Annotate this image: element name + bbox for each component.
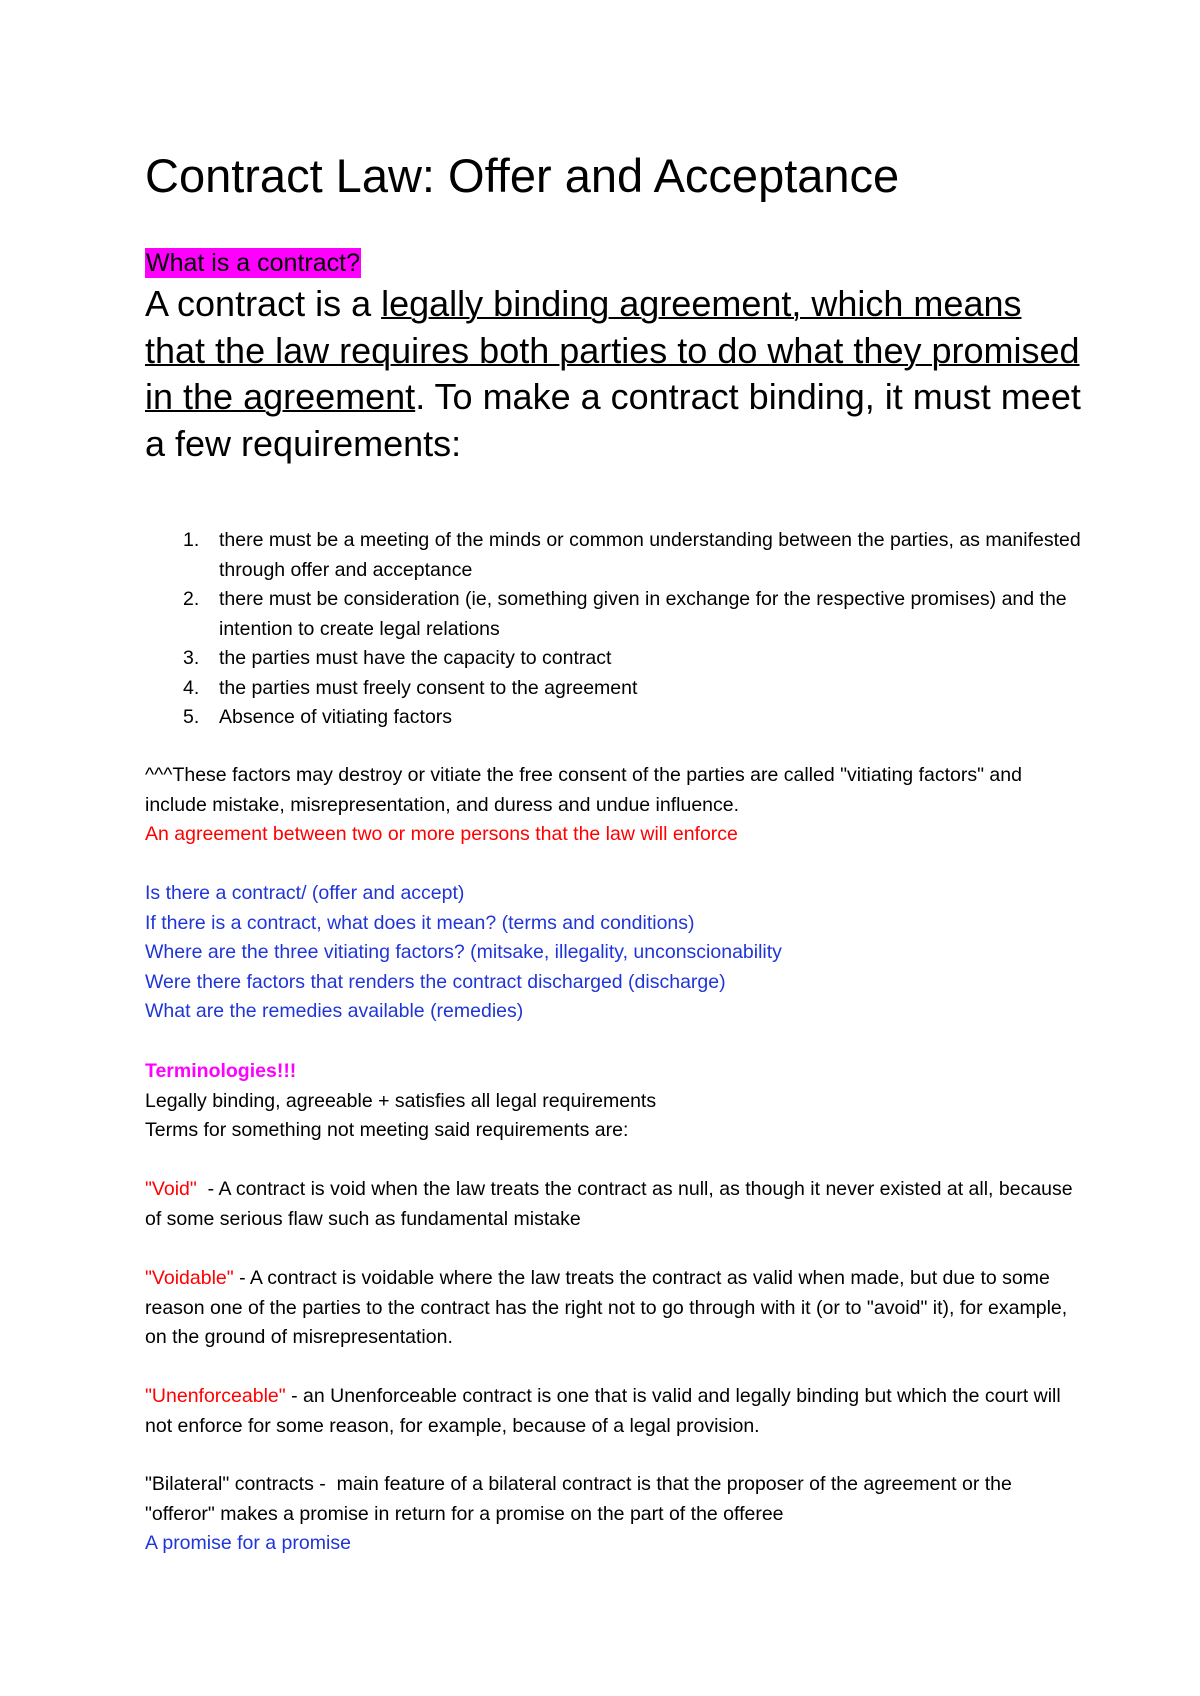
requirements-list [145,526,1085,733]
vitiating-note: ^^^These factors may destroy or vitiate the free consent of the parties are called "vitiating factors" and include mistake, misrepresentation, and duress and undue influence. [145,764,1022,816]
list-item-text: there must be consideration (ie, something given in exchange for the respective promises) and the intention to create legal relations [219,588,1067,640]
intro-paragraph [145,281,1085,467]
term-unenforceable [145,1382,1085,1441]
intro-underlined: legally binding agreement, which means that the law requires both parties to do what they promised in the agreement [145,283,1080,417]
terminologies-heading: Terminologies!!! [145,1060,297,1082]
question-line: Is there a contract/ (offer and accept) [145,882,465,904]
definition-text: An agreement between two or more persons that the law will enforce [145,823,738,845]
term-description: - A contract is voidable where the law treats the contract as valid when made, but due to some reason one of the parties to the contract has the right not to go through with it (or to "avoid" it), for example, on the ground of misrepresentation. [145,1267,1068,1348]
page-title: Contract Law: Offer and Acceptance [145,149,900,202]
list-item-text: the parties must have the capacity to contract [219,647,612,669]
list-number: 3. [183,647,200,669]
list-number: 2. [183,588,200,610]
terminologies-section [145,1057,1085,1146]
term-void [145,1175,1085,1234]
term-label: "Voidable" [145,1267,234,1289]
intro-lead: A contract is a [145,283,382,324]
list-item [145,674,1085,704]
question-line: If there is a contract, what does it mean? (terms and conditions) [145,911,695,934]
list-item [145,585,1085,644]
term-voidable [145,1264,1085,1353]
list-item [145,644,1085,674]
question-line: What are the remedies available (remedies) [145,1000,524,1022]
list-item-text: the parties must freely consent to the agreement [219,676,638,699]
term-description: - A contract is void when the law treats the contract as null, as though it never existed at all, because of some serious flaw such as fundamental mistake [145,1178,1079,1230]
terminologies-line: Terms for something not meeting said requirements are: [145,1119,629,1141]
list-number: 1. [183,529,200,551]
list-item [145,526,1085,585]
term-label: "Void" [145,1178,197,1200]
term-label: "Unenforceable" [145,1385,286,1407]
bilateral-text: "Bilateral" contracts - main feature of a bilateral contract is that the proposer of the agreement or the "offeror" makes a promise in return for a promise on the part of the offeree [145,1473,1018,1525]
list-item-text: there must be a meeting of the minds or common understanding between the parties, as manifested through offer and acceptance [219,529,1081,581]
list-item-text: Absence of vitiating factors [219,706,453,728]
question-line: Were there factors that renders the contract discharged (discharge) [145,970,726,993]
list-number: 5. [183,706,200,728]
question-heading: What is a contract? [146,249,360,277]
list-number: 4. [183,676,200,699]
question-list [145,879,1085,1027]
term-description: - an Unenforceable contract is one that is valid and legally binding but which the court will not enforce for some reason, for example, because of a legal provision. [145,1385,1061,1437]
list-item [145,703,1085,733]
intro-tail: . To make a contract binding, it must meet a few requirements: [145,376,1081,464]
question-line: Where are the three vitiating factors? (mitsake, illegality, unconscionability [145,941,782,963]
terminologies-line: Legally binding, agreeable + satisfies all legal requirements [145,1089,657,1112]
bilateral-section [145,1470,1085,1559]
bilateral-summary: A promise for a promise [145,1532,351,1554]
